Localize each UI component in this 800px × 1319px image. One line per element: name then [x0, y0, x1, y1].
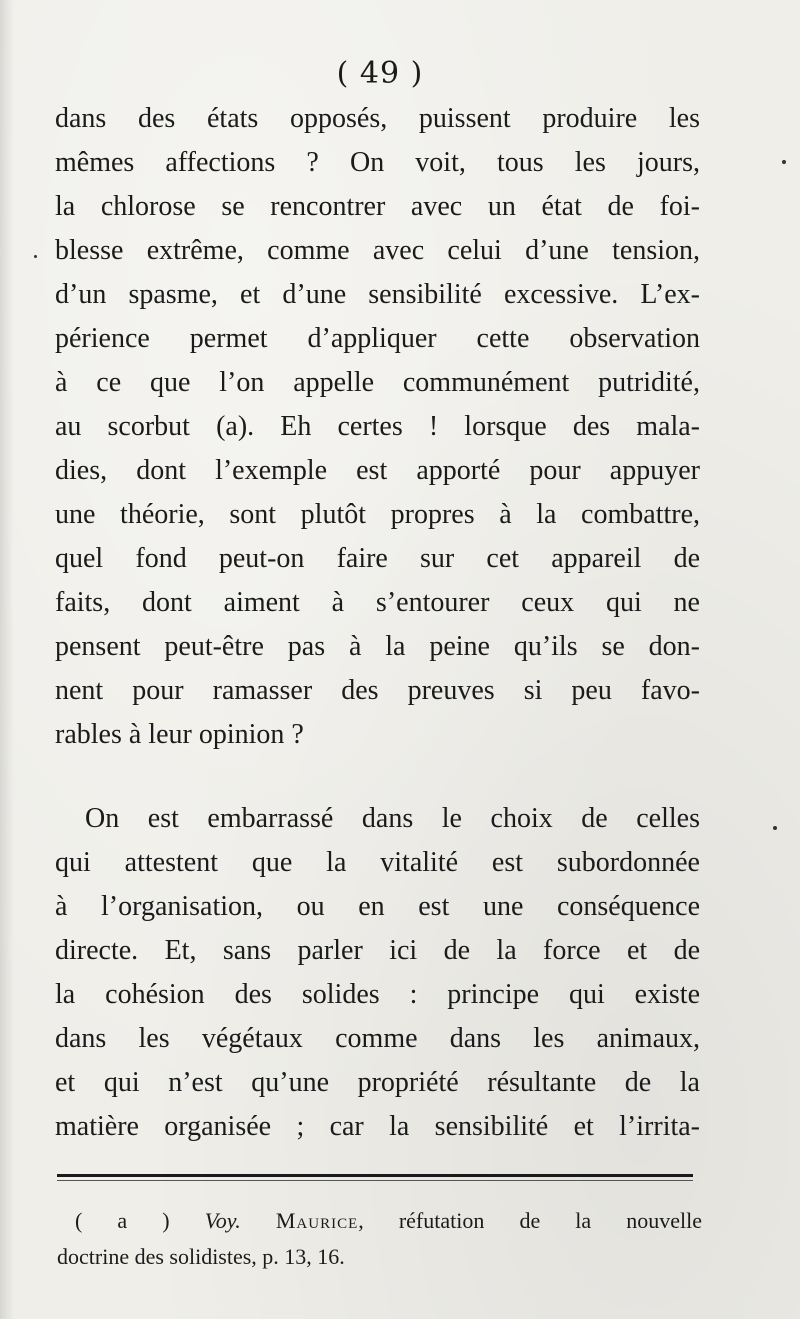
text-line: blesse extrême, comme avec celui d’une tension,: [55, 235, 700, 266]
text-line: directe. Et, sans parler ici de la force et de: [55, 935, 700, 966]
text-line: nent pour ramasser des preuves si peu favo-: [55, 675, 700, 706]
page-number: ( 49 ): [336, 56, 424, 91]
footnote-line-1: [57, 1203, 702, 1239]
footnote-voy: Voy.: [204, 1208, 241, 1233]
text-line: dans les végétaux comme dans les animaux,: [55, 1023, 700, 1054]
text-line: quel fond peut-on faire sur cet appareil de: [55, 543, 700, 574]
text-line: mêmes affections ? On voit, tous les jours,: [55, 147, 700, 178]
footnote-author: Maurice: [275, 1208, 359, 1233]
ink-speck: [773, 826, 777, 830]
text-line: la chlorose se rencontrer avec un état de foi-: [55, 191, 700, 222]
text-line: faits, dont aiment à s’entourer ceux qui ne: [55, 587, 700, 618]
text-line: à ce que l’on appelle communément putridité,: [55, 367, 700, 398]
text-line: au scorbut (a). Eh certes ! lorsque des mala-: [55, 411, 700, 442]
text-line: On est embarrassé dans le choix de celles: [85, 803, 700, 834]
text-line: d’un spasme, et d’une sensibilité excessive. L’ex-: [55, 279, 700, 310]
footnote-text: , réfutation de la nouvelle: [358, 1208, 702, 1233]
text-line: à l’organisation, ou en est une conséquence: [55, 891, 700, 922]
footnote: [57, 1203, 702, 1275]
footnote-separator-thin: [57, 1180, 693, 1181]
text-line: et qui n’est qu’une propriété résultante de la: [55, 1067, 700, 1098]
page-edge-shadow: [0, 0, 14, 1319]
text-line: qui attestent que la vitalité est subordonnée: [55, 847, 700, 878]
ink-speck: [34, 255, 37, 258]
text-line: une théorie, sont plutôt propres à la combattre,: [55, 499, 700, 530]
text-line: pensent peut-être pas à la peine qu’ils se don-: [55, 631, 700, 662]
paragraph-2: [55, 797, 700, 1149]
paragraph-1: [55, 97, 700, 757]
footnote-separator: [57, 1174, 693, 1177]
text-line: matière organisée ; car la sensibilité et l’irrita-: [55, 1111, 700, 1142]
text-line: périence permet d’appliquer cette observation: [55, 323, 700, 354]
footnote-marker: ( a ): [75, 1208, 170, 1233]
text-line: rables à leur opinion ?: [55, 719, 304, 750]
text-line: dans des états opposés, puissent produire les: [55, 103, 700, 134]
footnote-line-2: doctrine des solidistes, p. 13, 16.: [57, 1244, 345, 1269]
ink-speck: [782, 160, 786, 164]
text-line: dies, dont l’exemple est apporté pour appuyer: [55, 455, 700, 486]
text-line: la cohésion des solides : principe qui existe: [55, 979, 700, 1010]
